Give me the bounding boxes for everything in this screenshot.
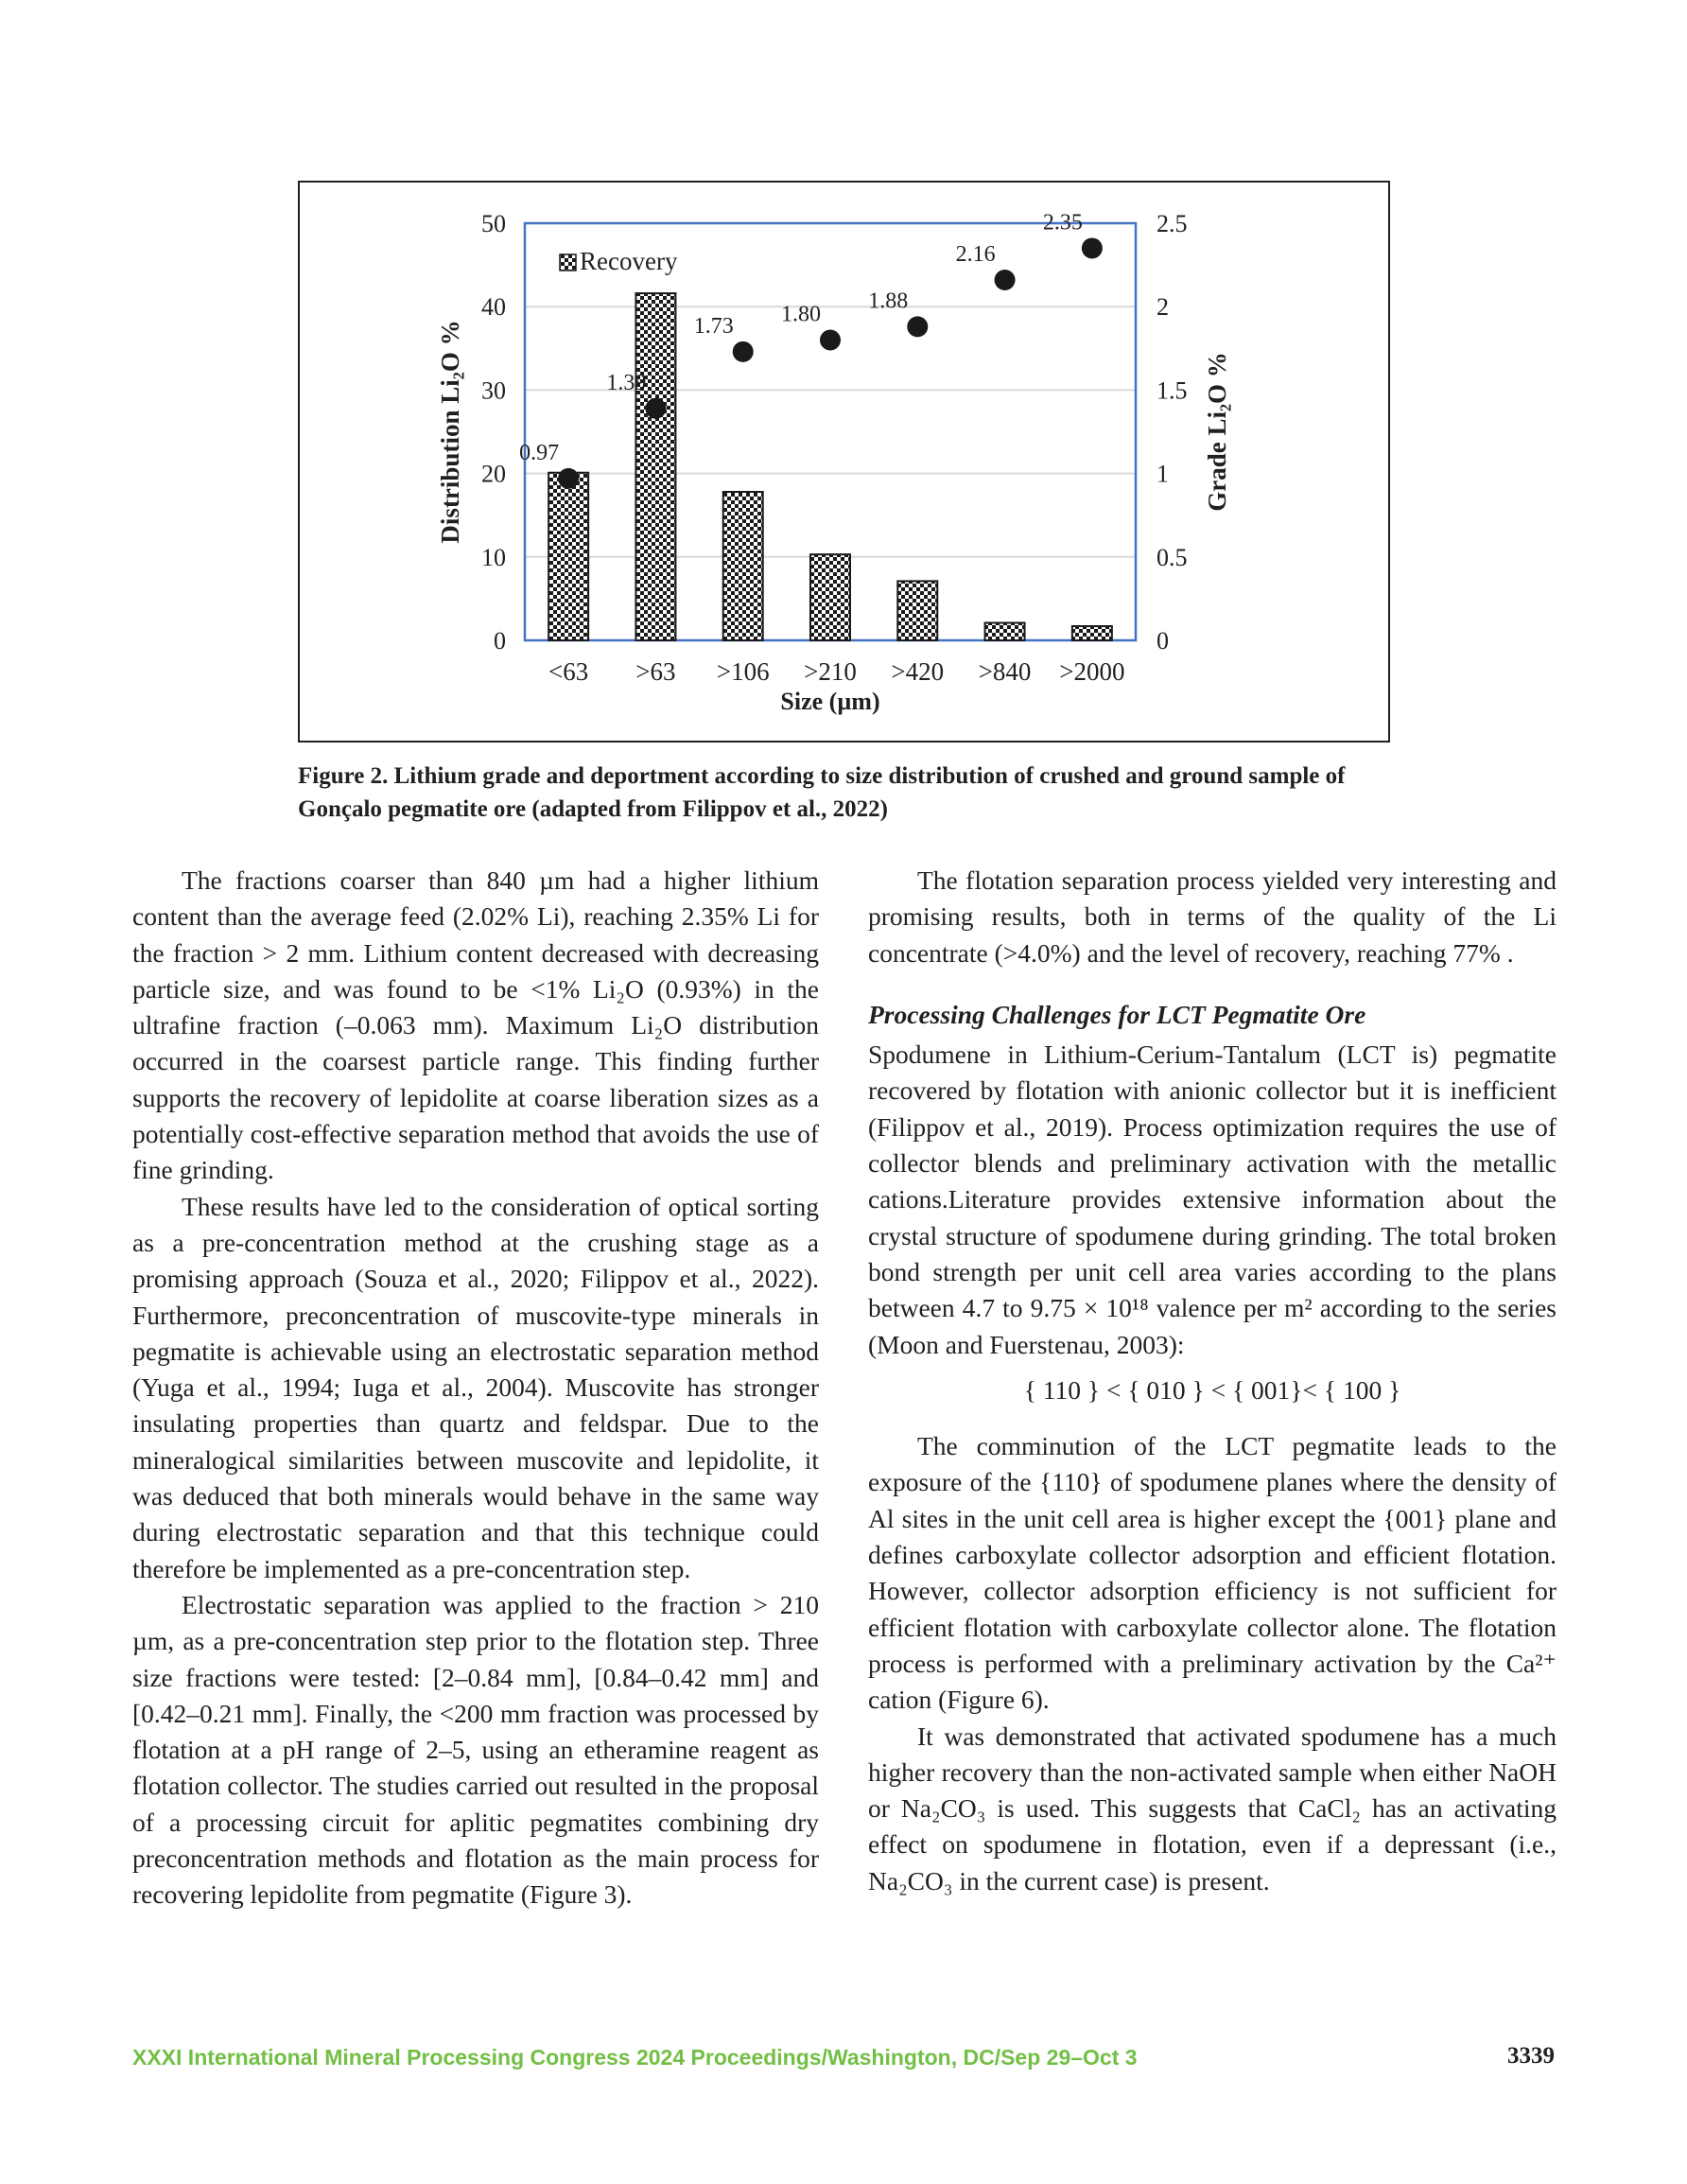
paragraph: It was demonstrated that activated spodumene has a much higher recovery than the non-activated sample when either NaOH or Na₂CO₃ is used. This suggests that CaCl₂ has an activating effect on spodumene in flotation, even if a depressant (i.e., Na₂CO₃ in the current case) is present. bbox=[868, 1721, 1557, 1896]
grade-point bbox=[820, 329, 841, 350]
paragraph: Electrostatic separation was applied to the fraction > 210 µm, as a pre-concentration step prior to the flotation step. Three size fractions were tested: [2–0.84 mm], [0.84–0.42 mm] and [0.42–0.21 mm]. Finally, the <200 mm fraction was processed by flotation at a pH range of 2–5, using an etheramine reagent as flotation collector. The studies carried out resulted in the proposal of a processing circuit for aplitic pegmatites combining dry preconcentration methods and flotation as the main process for recovering lepidolite from pegmatite (Figure 3). bbox=[132, 1589, 819, 1910]
grade-data-label: 1.88 bbox=[868, 288, 909, 314]
grade-data-label: 2.35 bbox=[1042, 210, 1083, 236]
equation: { 110 } < { 010 } < { 001}< { 100 } bbox=[1023, 1374, 1401, 1405]
right-column bbox=[868, 863, 1557, 1899]
grade-data-label: 1.39 bbox=[606, 370, 647, 395]
x-tick-label: >840 bbox=[978, 657, 1032, 686]
grade-data-label: 0.97 bbox=[519, 440, 560, 465]
x-axis-title: Size (µm) bbox=[780, 688, 880, 715]
x-tick-label: <63 bbox=[548, 657, 589, 686]
y-left-tick-label: 50 bbox=[481, 210, 506, 237]
grade-point bbox=[1082, 237, 1103, 258]
paragraph: The comminution of the LCT pegmatite leads to the exposure of the {110} of spodumene planes where the density of Al sites in the unit cell area is higher except the {001} plane and defines carboxylate collector adsorption and efficient flotation. However, collector adsorption efficiency is not sufficient for efficient flotation with carboxylate collector alone. The flotation process is performed with a preliminary activation by the Ca²⁺ cation (Figure 6). bbox=[868, 1431, 1557, 1715]
legend-label: Recovery bbox=[580, 247, 678, 275]
grade-data-label: 2.16 bbox=[955, 241, 996, 267]
y-right-tick-label: 0 bbox=[1157, 627, 1169, 655]
y-left-tick-label: 30 bbox=[481, 376, 506, 405]
y-left-tick-label: 0 bbox=[494, 627, 506, 655]
bar-recovery bbox=[548, 473, 588, 640]
x-tick-label: >63 bbox=[635, 657, 676, 686]
y-right-tick-label: 2 bbox=[1157, 293, 1169, 322]
bar-recovery bbox=[723, 492, 763, 640]
paragraph: The flotation separation process yielded very interesting and promising results, both in terms of the quality of the Li concentrate (>4.0%) and the level of recovery, reaching 77% . bbox=[868, 865, 1557, 968]
x-tick-label: >2000 bbox=[1059, 657, 1125, 686]
bar-recovery bbox=[810, 554, 850, 640]
grade-data-label: 1.80 bbox=[781, 302, 821, 327]
chart bbox=[300, 183, 1388, 741]
y-left-tick-label: 40 bbox=[481, 293, 506, 322]
y-right-tick-label: 2.5 bbox=[1157, 210, 1188, 237]
y-left-tick-label: 20 bbox=[481, 460, 506, 488]
grade-point bbox=[733, 341, 754, 362]
figure-2 bbox=[298, 181, 1390, 743]
bar-recovery bbox=[985, 622, 1025, 640]
y-right-tick-label: 0.5 bbox=[1157, 543, 1188, 571]
y-right-tick-label: 1.5 bbox=[1157, 376, 1188, 405]
bar-recovery bbox=[635, 293, 675, 640]
footer-conference: XXXI International Mineral Processing Congress 2024 Proceedings/Washington, DC/Sep 29–Oct 3 bbox=[132, 2045, 1138, 2070]
paragraph: Spodumene in Lithium-Cerium-Tantalum (LCT is) pegmatite recovered by flotation with anionic collector but it is inefficient (Filippov et al., 2019). Process optimization requires the use of collector blends and preliminary activation with the metallic cations.Literature provides extensive information about the crystal structure of spodumene during grinding. The total broken bond strength per unit cell area varies according to the plans between 4.7 to 9.75 × 10¹⁸ valence per m² according to the series (Moon and Fuerstenau, 2003): bbox=[868, 1040, 1557, 1359]
y-right-axis-title: Grade Li₂O % bbox=[1203, 352, 1231, 512]
left-column bbox=[132, 863, 819, 1913]
legend-swatch bbox=[560, 254, 576, 271]
y-left-tick-label: 10 bbox=[481, 543, 506, 571]
x-tick-label: >106 bbox=[716, 657, 770, 686]
grade-point bbox=[907, 316, 928, 337]
page-number: 3339 bbox=[1507, 2043, 1555, 2069]
bar-recovery bbox=[897, 581, 937, 640]
x-tick-label: >420 bbox=[891, 657, 945, 686]
grade-point bbox=[645, 398, 666, 419]
paragraph: The fractions coarser than 840 µm had a higher lithium content than the average feed (2.02% Li), reaching 2.35% Li for the fraction > 2 mm. Lithium content decreased with decreasing particle size, and was found to be <1% Li₂O (0.93%) in the ultrafine fraction (–0.063 mm). Maximum Li₂O distribution occurred in the coarsest particle range. This finding further supports the recovery of lepidolite at coarse liberation sizes as a potentially cost-effective separation method that avoids the use of fine grinding. bbox=[132, 865, 819, 1185]
paragraph: These results have led to the consideration of optical sorting as a pre-concentration method at the crushing stage as a promising approach (Souza et al., 2020; Filippov et al., 2022). Furthermore, preconcentration of muscovite-type minerals in pegmatite is achievable using an electrostatic separation method (Yuga et al., 1994; Iuga et al., 2004). Muscovite has stronger insulating properties than quartz and feldspar. Due to the mineralogical similarities between muscovite and lepidolite, it was deduced that both minerals would behave in the same way during electrostatic separation and that this technique could therefore be implemented as a pre-concentration step. bbox=[132, 1191, 819, 1583]
y-right-tick-label: 1 bbox=[1157, 460, 1169, 488]
bar-recovery bbox=[1072, 626, 1112, 640]
grade-point bbox=[995, 270, 1016, 290]
section-heading: Processing Challenges for LCT Pegmatite Ore bbox=[868, 999, 1366, 1029]
x-tick-label: >210 bbox=[804, 657, 857, 686]
grade-point bbox=[558, 468, 579, 489]
y-left-axis-title: Distribution Li₂O % bbox=[436, 320, 464, 544]
grade-data-label: 1.73 bbox=[693, 313, 734, 339]
figure-caption: Figure 2. Lithium grade and deportment according to size distribution of crushed and ground sample of Gonçalo pegmatite ore (adapted from Filippov et al., 2022) bbox=[298, 763, 1346, 822]
